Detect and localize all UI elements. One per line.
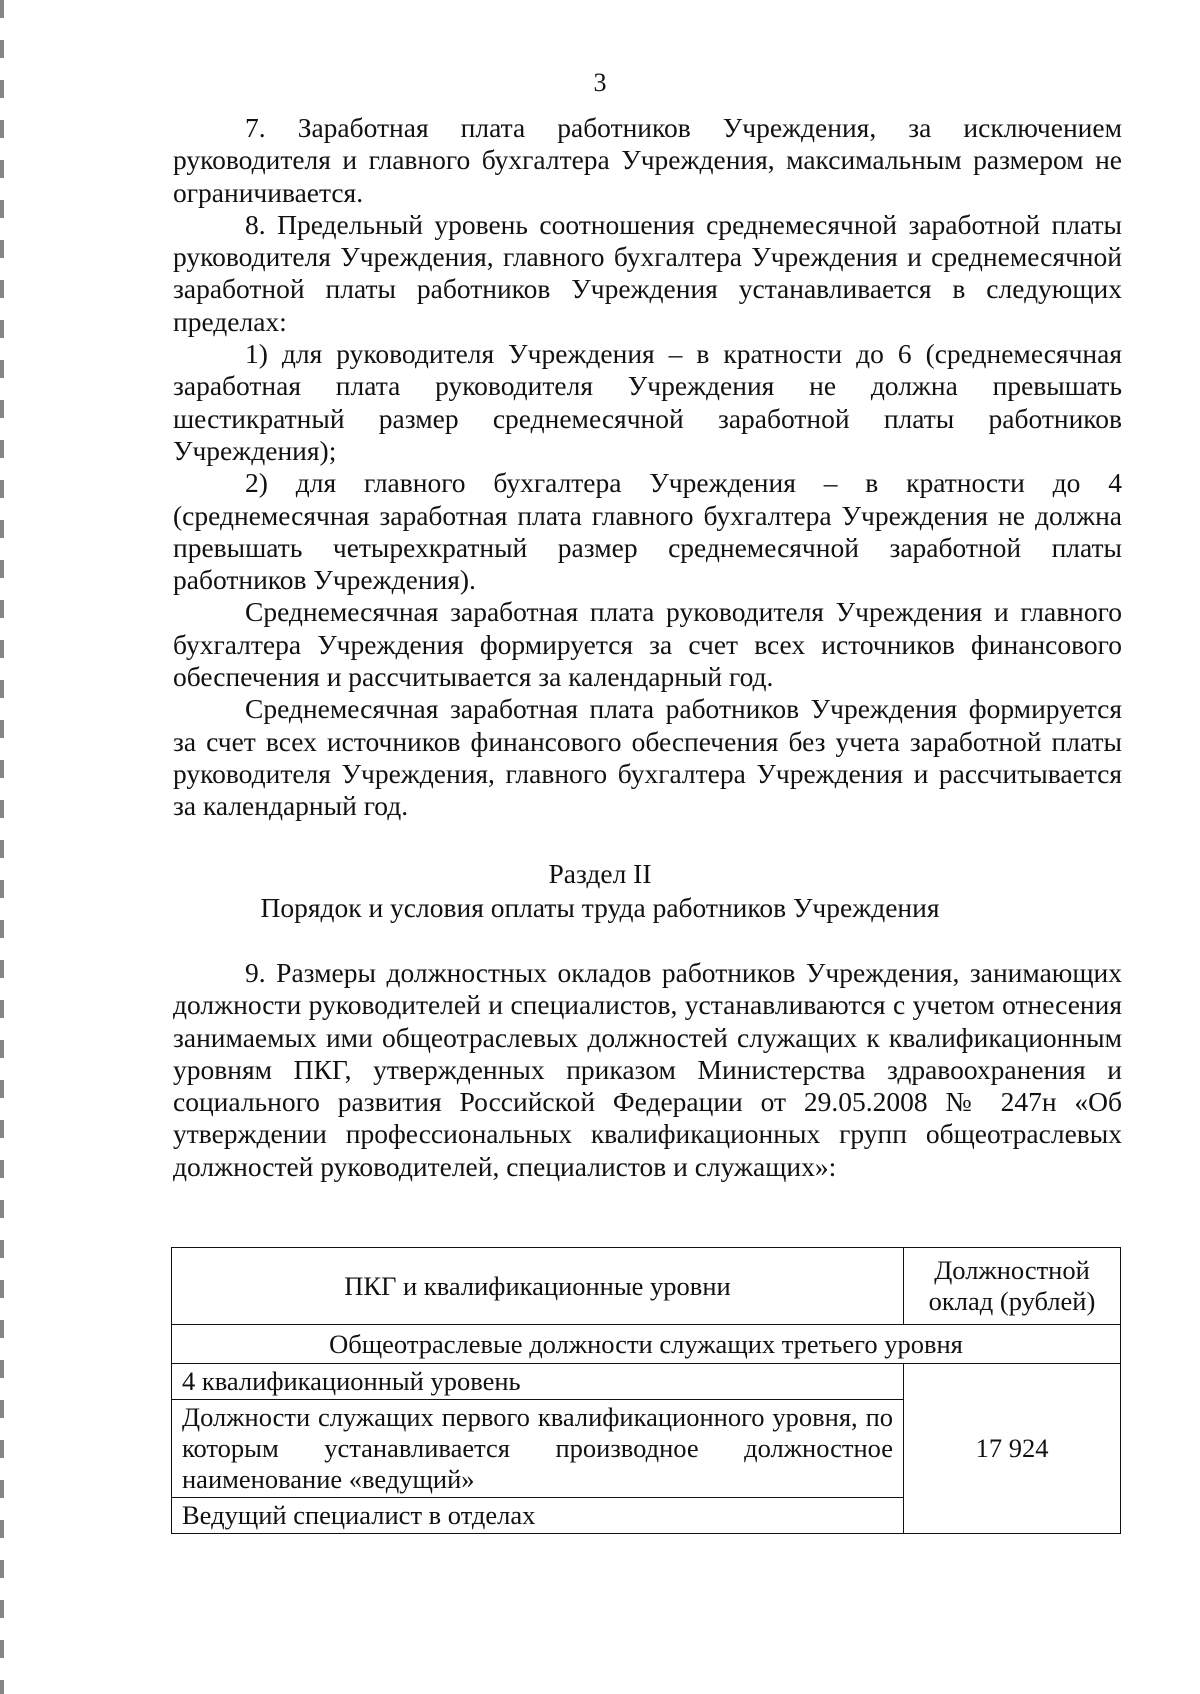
paragraph-average-salary-management: Среднемесячная заработная плата руководителя Учреждения и главного бухгалтера Учреждения формируется за счет всех источников финансового обеспечения и рассчитывается за календарный год. bbox=[173, 596, 1122, 693]
table-header-row bbox=[172, 1248, 1121, 1325]
table-cell-level: 4 квалификационный уровень bbox=[172, 1364, 904, 1400]
table-header-qualification: ПКГ и квалификационные уровни bbox=[172, 1248, 904, 1325]
table-group-row bbox=[172, 1325, 1121, 1364]
paragraph-7: 7. Заработная плата работников Учреждения, за исключением руководителя и главного бухгалтера Учреждения, максимальным размером не ограничивается. bbox=[173, 112, 1122, 208]
document-body-section-2 bbox=[173, 957, 1122, 1183]
table-cell-salary: 17 924 bbox=[904, 1364, 1121, 1534]
paragraph-8-item-1: 1) для руководителя Учреждения – в кратности до 6 (среднемесячная заработная плата руководителя Учреждения не должна превышать шестикратный размер среднемесячной заработной платы работников Учреждения); bbox=[173, 338, 1122, 466]
section-title: Порядок и условия оплаты труда работников Учреждения bbox=[260, 892, 940, 923]
paragraph-9: 9. Размеры должностных окладов работников Учреждения, занимающих должности руководителей и специалистов, устанавливаются с учетом отнесения занимаемых ими общеотраслевых должностей служащих к квалификационным уровням ПКГ, утвержденных приказом Министерства здравоохранения и социального развития Российской Федерации от 29.05.2008 № 247н «Об утверждении профессиональных квалификационных групп общеотраслевых должностей руководителей, специалистов и служащих»: bbox=[173, 957, 1122, 1182]
table-group-title: Общеотраслевые должности служащих третьего уровня bbox=[172, 1325, 1121, 1364]
salary-table bbox=[171, 1247, 1121, 1534]
table-header-salary: Должностной оклад (рублей) bbox=[904, 1248, 1121, 1325]
table-cell-position-title: Ведущий специалист в отделах bbox=[172, 1498, 904, 1534]
section-number: Раздел II bbox=[548, 858, 652, 889]
scan-edge-mark bbox=[0, 0, 4, 1694]
document-body-top bbox=[173, 112, 1122, 823]
paragraph-average-salary-employees: Среднемесячная заработная плата работников Учреждения формируется за счет всех источников финансового обеспечения без учета заработной платы руководителя Учреждения, главного бухгалтера Учреждения и рассчитывается за календарный год. bbox=[173, 693, 1122, 822]
table-cell-positions: Должности служащих первого квалификационного уровня, по которым устанавливается производное должностное наименование «ведущий» bbox=[172, 1400, 904, 1498]
paragraph-8: 8. Предельный уровень соотношения среднемесячной заработной платы руководителя Учреждения, главного бухгалтера Учреждения и среднемесячной заработной платы работников Учреждения устанавливается в следующих пределах: bbox=[173, 208, 1122, 337]
page-number: 3 bbox=[593, 68, 607, 97]
table-row bbox=[172, 1364, 1121, 1400]
paragraph-8-item-2: 2) для главного бухгалтера Учреждения – в кратности до 4 (среднемесячная заработная плата главного бухгалтера Учреждения не должна превышать четырехкратный размер среднемесячной заработной платы работников Учреждения). bbox=[173, 467, 1122, 596]
